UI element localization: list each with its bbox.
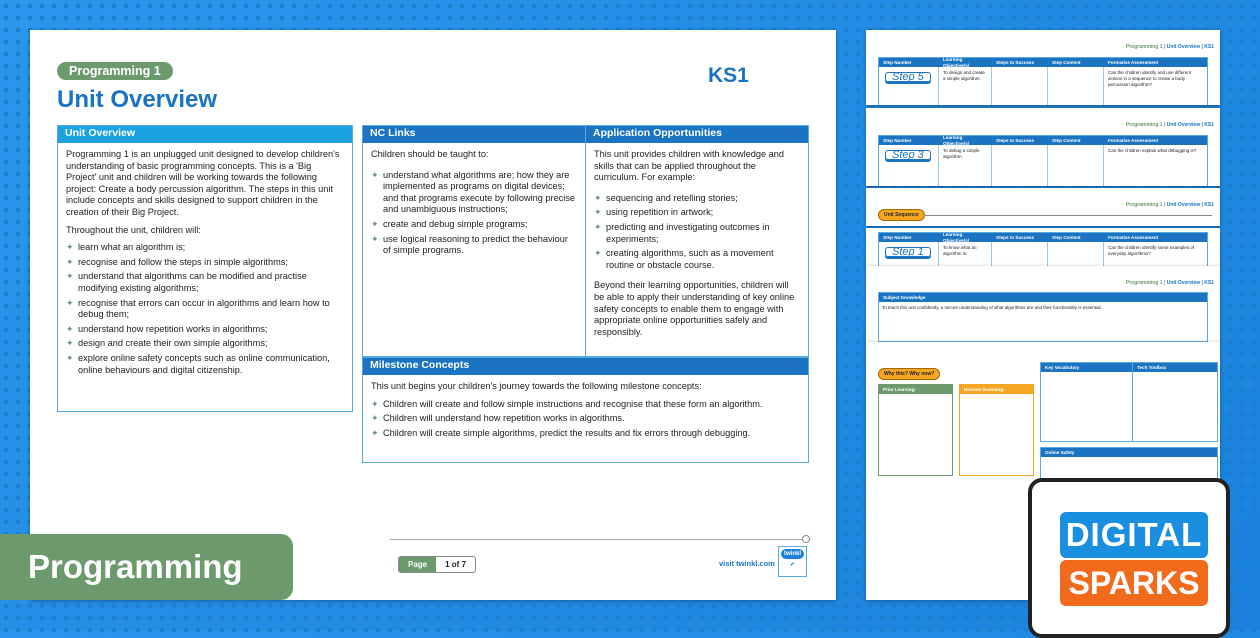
visit-link[interactable]: visit twinkl.com <box>719 559 775 568</box>
list-item: ✦ recognise that errors can occur in algorithms and learn how to debug them; <box>66 298 344 321</box>
unit-pill: Programming 1 <box>57 62 173 80</box>
list-item: ✦ explore online safety concepts such as online communication, online behaviours and digital citizenship. <box>66 353 344 376</box>
lead-text: This unit begins your children's journey towards the following milestone concepts: <box>371 381 702 391</box>
unit-sequence-pill: Unit Sequence <box>878 209 925 221</box>
footer-divider <box>390 539 804 540</box>
digital-sparks-logo: DIGITAL SPARKS <box>1028 478 1230 638</box>
why-pill: Why this? Why now? <box>878 368 940 380</box>
thumbnail-subject-knowledge[interactable]: Programming 1 | Unit Overview | KS1 Subject Knowledge To teach this unit confidently, a secure understanding of what algorithms are and their functionality is essential. <box>866 266 1220 342</box>
milestone-box <box>362 357 809 463</box>
list-item: ✦ create and debug simple programs; <box>371 219 577 231</box>
section-heading: Application Opportunities <box>586 126 808 143</box>
breadcrumb: Programming 1 | Unit Overview | KS1 <box>1125 202 1214 208</box>
page-indicator <box>398 556 476 573</box>
thumbnail-step-1[interactable] <box>866 228 1220 266</box>
list-item: ✦ understand that algorithms can be modified and practise modifying existing algorithms; <box>66 271 344 294</box>
lead-text: Children should be taught to: <box>371 149 489 159</box>
thumbnail-why-this[interactable]: Why this? Why now? Prior Learning: Horizon Scanning: Key Vocabulary Tech Toolbox Online Safety <box>866 342 1220 600</box>
thumbnail-step-5[interactable] <box>866 30 1220 105</box>
list-item: ✦ Children will understand how repetition works in algorithms. <box>371 413 800 425</box>
application-opportunities <box>586 126 808 356</box>
page-value: 1 of 7 <box>445 560 467 569</box>
list-item: ✦ using repetition in artwork; <box>594 207 800 219</box>
outro-text: Beyond their learning opportunities, children will be able to apply their understanding of key online safety concepts to enable them to engage with appropriate online opportunities safely and responsibly. <box>594 280 795 337</box>
list-item: ✦ Children will create and follow simple instructions and recognise that these form an algorithm. <box>371 399 800 411</box>
breadcrumb: Programming 1 | Unit Overview | KS1 <box>1125 44 1214 50</box>
thumbnail-step-3[interactable] <box>866 108 1220 186</box>
list-item: ✦ recognise and follow the steps in simple algorithms; <box>66 257 344 269</box>
list-item: ✦ creating algorithms, such as a movement routine or obstacle course. <box>594 248 800 271</box>
step-table: Step Number Learning Objective(s) Steps to Success Step Content Formative Assessment Step 3 To debug a simple algorithm. Can the children explain what debugging is? <box>878 135 1208 186</box>
intro-text: Programming 1 is an unplugged unit designed to develop children's understanding of basic programming concepts. This is a 'Big Project' unit and children will be working towards the following project: Create a body percussion algorithm. The steps in this unit include concepts and skills designed to support children in the creation of their Big Project. <box>66 149 340 217</box>
step-badge: Step 5 <box>885 72 931 82</box>
document-page <box>30 30 836 600</box>
breadcrumb: Programming 1 | Unit Overview | KS1 <box>1125 280 1214 286</box>
footer-dot <box>802 535 810 543</box>
unit-overview-box <box>57 125 353 412</box>
step-badge: Step 1 <box>885 247 931 257</box>
list-item: ✦ understand what algorithms are; how they are implemented as programs on digital devices; and that programs execute by following precise and unambiguous instructions; <box>371 170 577 216</box>
nc-links <box>363 126 586 356</box>
step-table: Step Number Learning Objective(s) Steps to Success Step Content Formative Assessment Step 1 To know what an algorithm is. Can the children identify some examples of everyday algorithms? <box>878 232 1208 266</box>
lead-text: This unit provides children with knowledge and skills that can be applied throughout the curriculum. For example: <box>594 149 784 183</box>
breadcrumb: Programming 1 | Unit Overview | KS1 <box>1125 122 1214 128</box>
list-item: ✦ learn what an algorithm is; <box>66 242 344 254</box>
lead-text: Throughout the unit, children will: <box>66 224 201 235</box>
list-item: ✦ understand how repetition works in algorithms; <box>66 324 344 336</box>
section-heading: NC Links <box>363 126 585 143</box>
list-item: ✦ Children will create simple algorithms, predict the results and fix errors through debugging. <box>371 428 800 440</box>
step-badge: Step 3 <box>885 150 931 160</box>
step-table: Step Number Learning Objective(s) Steps to Success Step Content Formative Assessment Step 5 To design and create a simple algorithm. Can the children identify and use different actions in a sequence to create a body percussion algorithm? <box>878 57 1208 105</box>
key-stage-label: KS1 <box>708 64 749 87</box>
twinkl-quality-badge: twinkl ✔ <box>778 546 807 577</box>
nc-application-box <box>362 125 809 357</box>
page-label: Page <box>399 557 436 572</box>
list-item: ✦ use logical reasoning to predict the behaviour of simple programs. <box>371 234 577 257</box>
list-item: ✦ predicting and investigating outcomes in experiments; <box>594 222 800 245</box>
section-heading: Unit Overview <box>58 126 352 143</box>
subject-banner: Programming <box>0 534 293 600</box>
section-heading: Milestone Concepts <box>363 358 808 375</box>
list-item: ✦ design and create their own simple algorithms; <box>66 338 344 350</box>
page-title: Unit Overview <box>57 86 218 113</box>
thumbnail-unit-sequence[interactable] <box>866 188 1220 226</box>
list-item: ✦ sequencing and retelling stories; <box>594 193 800 205</box>
